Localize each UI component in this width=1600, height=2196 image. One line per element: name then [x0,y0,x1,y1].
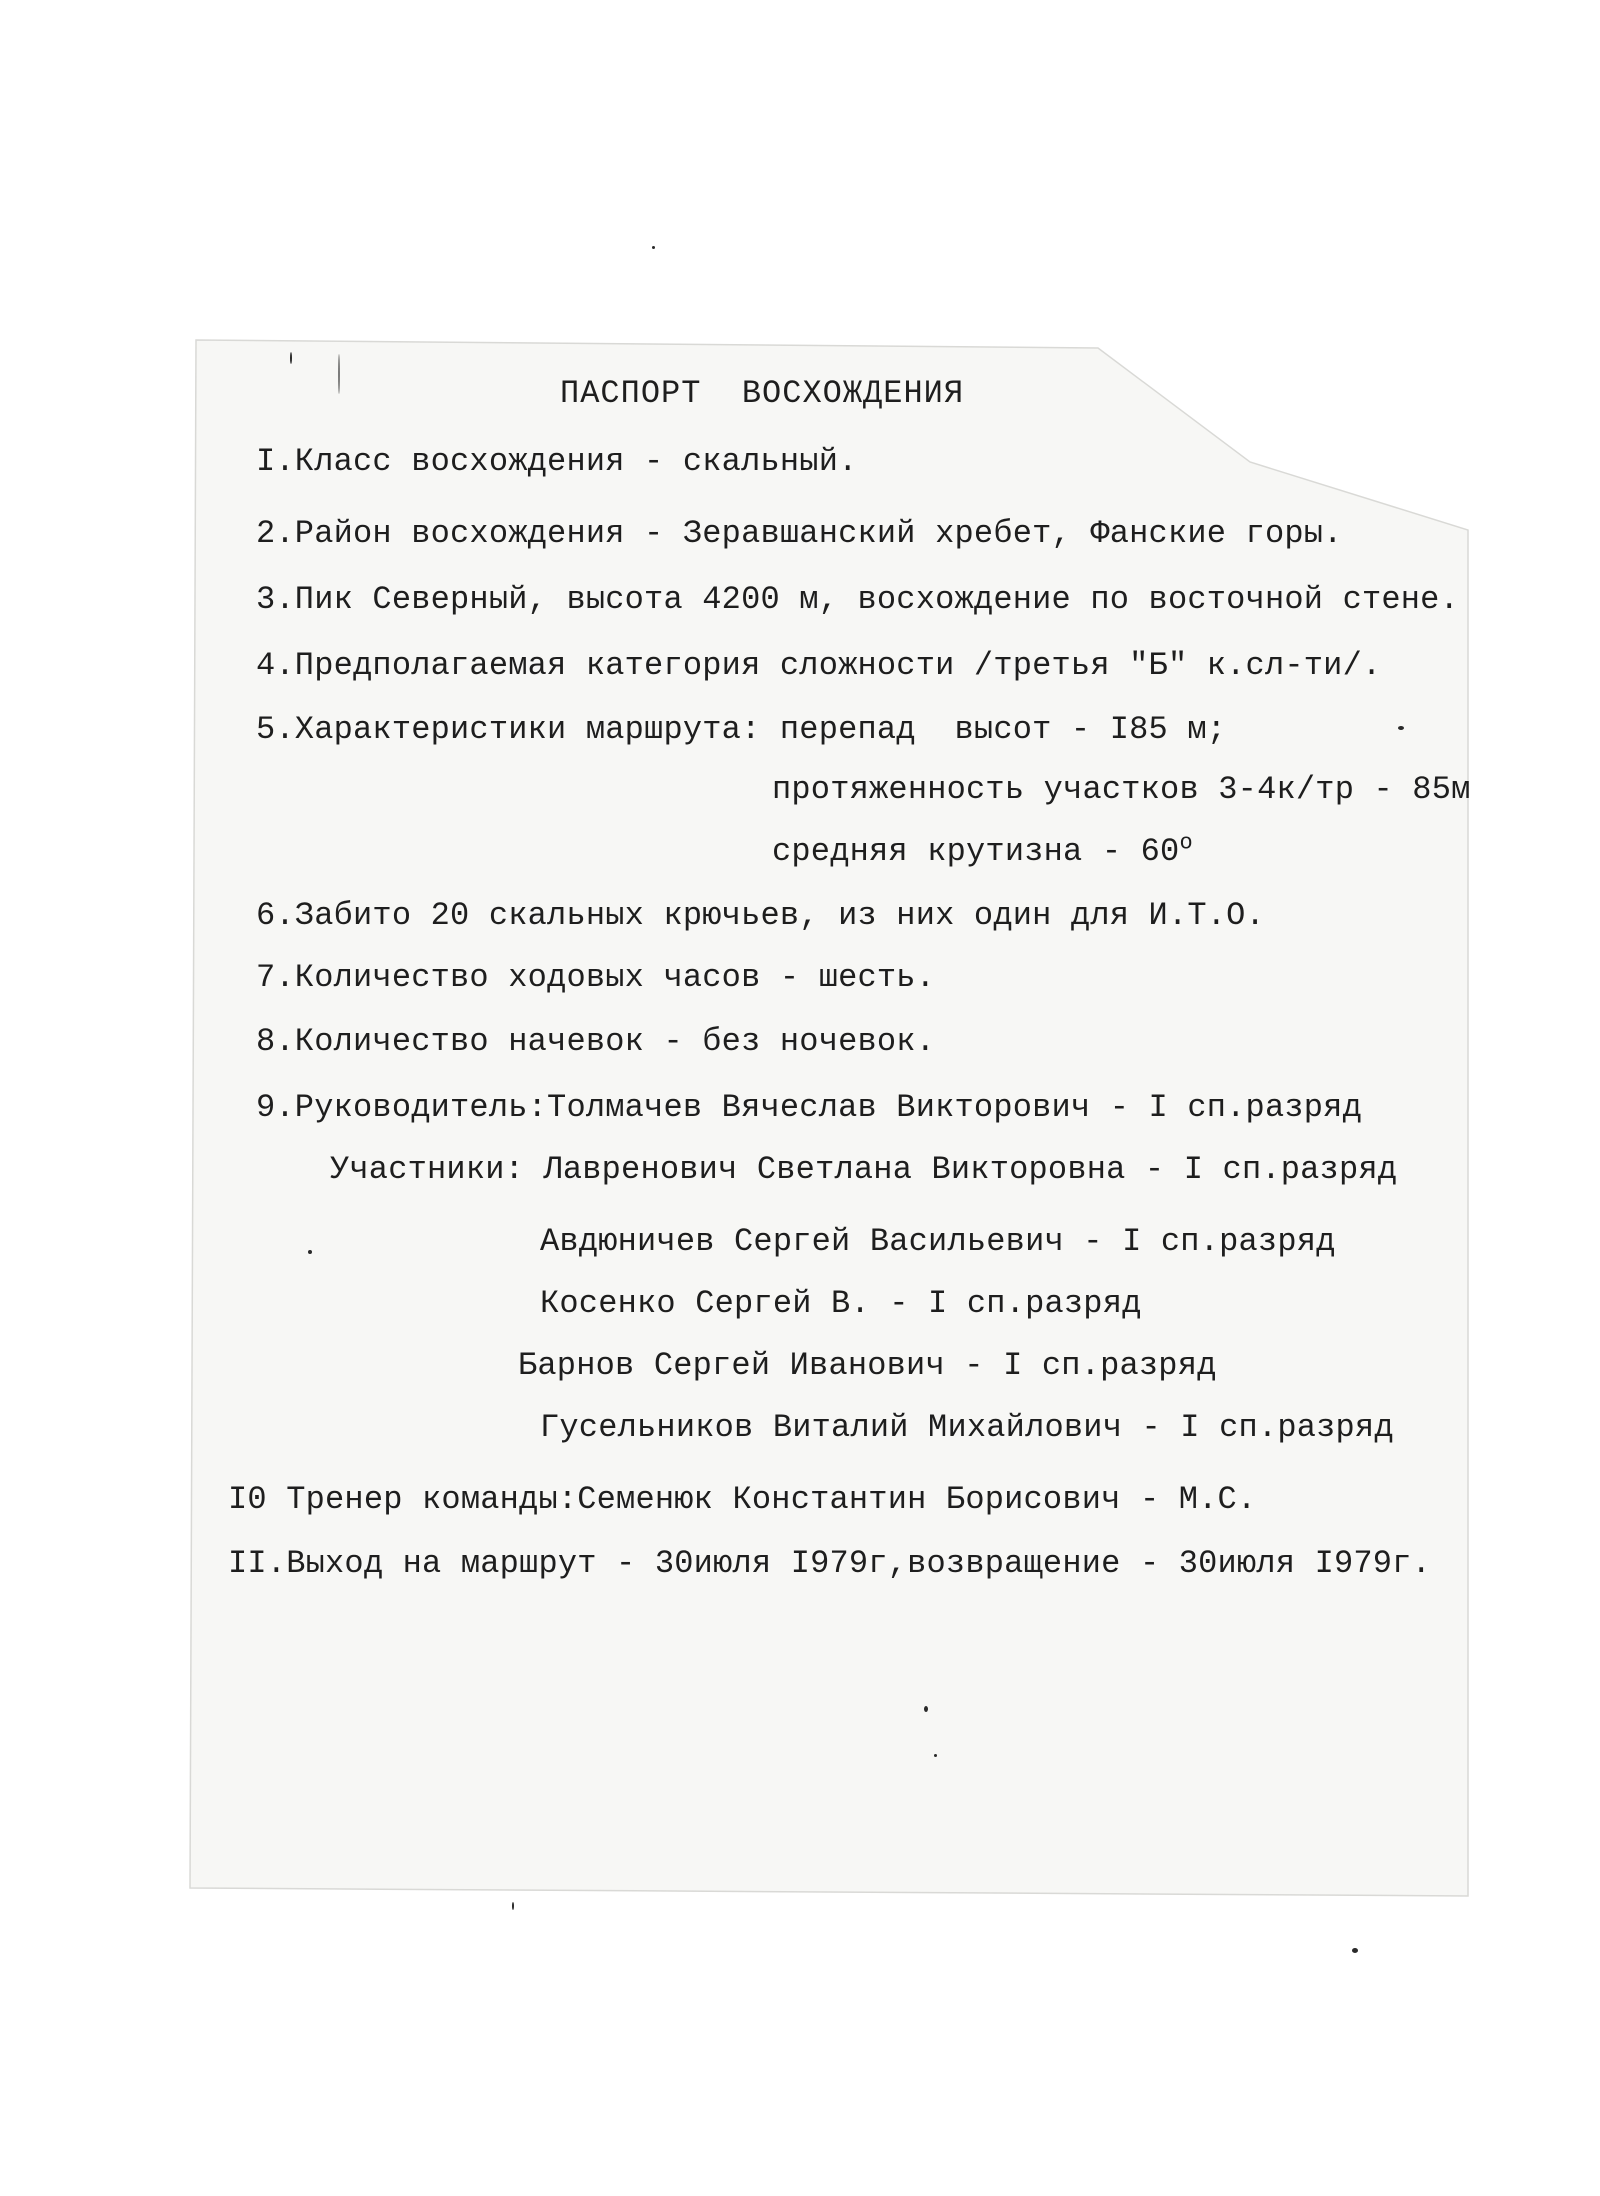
item-8-bivouacs: 8.Количество начевок - без ночевок. [256,1023,936,1060]
participant-2: Авдюничев Сергей Васильевич - I сп.разряд [540,1223,1336,1260]
participant-5: Гусельников Виталий Михайлович - I сп.разряд [540,1409,1394,1446]
scan-speck [290,352,292,364]
scan-speck [512,1902,514,1910]
scan-speck [934,1754,937,1757]
item-10-coach: I0 Тренер команды:Семенюк Константин Борисович - М.С. [228,1481,1257,1518]
scan-speck [308,1250,312,1254]
item-5-route-characteristics: 5.Характеристики маршрута: перепад высот - I85 м; [256,711,1227,748]
item-6-pitons: 6.Забито 20 скальных крючьев, из них один для И.Т.О. [256,897,1265,934]
item-1-class: I.Класс восхождения - скальный. [256,443,858,480]
participant-4: Барнов Сергей Иванович - I сп.разряд [518,1347,1217,1384]
scan-speck [338,354,340,394]
item-3-peak: 3.Пик Северный, высота 4200 м, восхождение по восточной стене. [256,581,1459,618]
item-5-average-steepness [772,832,1193,872]
scan-speck [652,246,655,249]
scan-speck [1352,1948,1358,1953]
item-9-leader: 9.Руководитель:Толмачев Вячеслав Викторович - I сп.разряд [256,1089,1362,1126]
item-2-region: 2.Район восхождения - Зеравшанский хребет, Фанские горы. [256,515,1343,552]
participants-line-1: Участники: Лавренович Светлана Викторовна - I сп.разряд [330,1151,1398,1188]
degree-sign: о [1179,830,1193,856]
item-5-section-length: протяженность участков 3-4к/тр - 85м [772,771,1471,808]
participant-3: Косенко Сергей В. - I сп.разряд [540,1285,1142,1322]
item-11-dates: II.Выход на маршрут - 30июля I979г,возвращение - 30июля I979г. [228,1545,1431,1582]
scan-speck [1398,726,1404,730]
item-7-hours: 7.Количество ходовых часов - шесть. [256,959,936,996]
average-steepness-text: средняя крутизна - 60 [772,833,1180,870]
scan-speck [924,1706,928,1712]
item-4-category: 4.Предполагаемая категория сложности /третья "Б" к.сл-ти/. [256,647,1382,684]
document-title: ПАСПОРТ ВОСХОЖДЕНИЯ [560,375,965,412]
